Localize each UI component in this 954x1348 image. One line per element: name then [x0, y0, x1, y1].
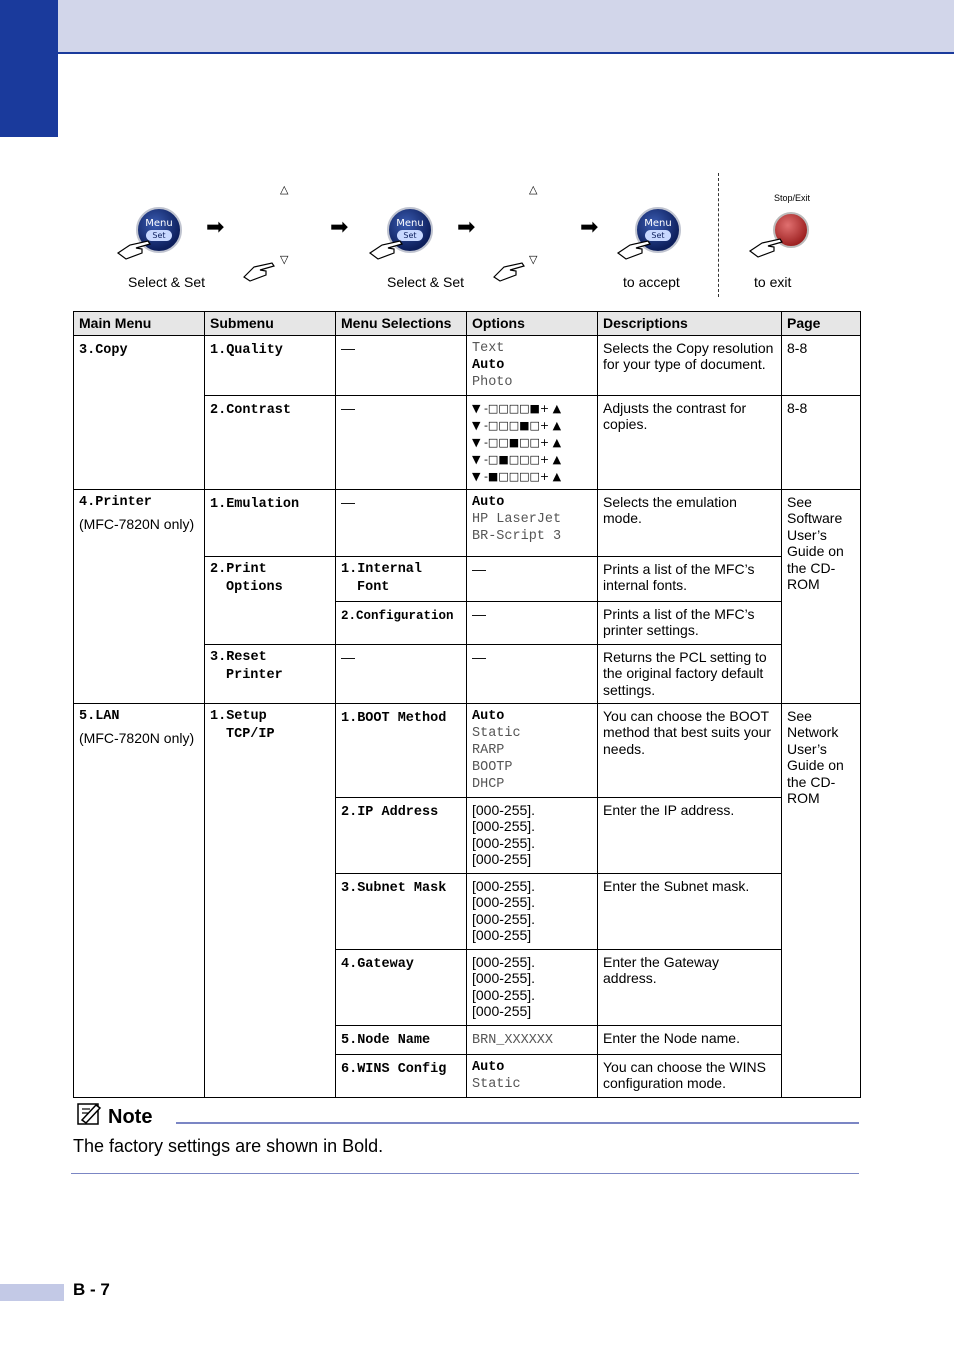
- down-triangle-icon: ▽: [280, 254, 289, 266]
- header-menu-selections: Menu Selections: [336, 312, 467, 336]
- table-row: [74, 335, 861, 395]
- up-triangle-icon: △: [280, 184, 289, 196]
- header-page: Page: [782, 312, 861, 336]
- main-menu-lan: 5.LAN (MFC-7820N only): [74, 703, 205, 1097]
- right-arrow-icon: ➡: [580, 214, 599, 239]
- selection-gateway: 4.Gateway: [336, 949, 467, 1025]
- submenu-quality: 1.Quality: [205, 335, 336, 395]
- options-cell: Auto Static RARP BOOTP DHCP: [467, 703, 598, 797]
- table-header-row: [74, 312, 861, 336]
- submenu-contrast: 2.Contrast: [205, 395, 336, 489]
- description-cell: Selects the emulation mode.: [598, 489, 782, 556]
- dashed-divider: [718, 173, 719, 297]
- description-cell: Prints a list of the MFC’s printer settings.: [598, 601, 782, 644]
- submenu-emulation: 1.Emulation: [205, 489, 336, 556]
- table-row: [74, 703, 861, 797]
- up-triangle-icon: △: [529, 184, 538, 196]
- note-text: The factory settings are shown in Bold.: [73, 1136, 384, 1156]
- header-band: [0, 0, 954, 54]
- options-cell: Auto HP LaserJet BR-Script 3: [467, 489, 598, 556]
- selection-wins-config: 6.WINS Config: [336, 1054, 467, 1097]
- page-cell: 8-8: [782, 395, 861, 489]
- right-arrow-icon: ➡: [206, 214, 225, 239]
- pointing-hand-icon: [116, 235, 156, 261]
- options-cell: —: [467, 556, 598, 601]
- pointing-hand-icon: [616, 235, 656, 261]
- selection-cell: —: [336, 644, 467, 703]
- header-submenu: Submenu: [205, 312, 336, 336]
- description-cell: Enter the IP address.: [598, 797, 782, 873]
- options-cell: [000-255]. [000-255]. [000-255]. [000-255]: [467, 797, 598, 873]
- note-divider: [176, 1122, 859, 1124]
- pointing-hand-icon: [242, 259, 278, 283]
- options-cell: Text Auto Photo: [467, 335, 598, 395]
- description-cell: Prints a list of the MFC’s internal fonts.: [598, 556, 782, 601]
- selection-configuration: 2.Configuration: [336, 601, 467, 644]
- selection-cell: —: [336, 489, 467, 556]
- description-cell: Enter the Subnet mask.: [598, 873, 782, 949]
- header-block: [0, 0, 58, 137]
- menu-set-button-1: Menu Set: [136, 207, 182, 253]
- page-number: B - 7: [73, 1280, 110, 1299]
- header-options: Options: [467, 312, 598, 336]
- description-cell: Returns the PCL setting to the original factory default settings.: [598, 644, 782, 703]
- description-cell: Enter the Node name.: [598, 1025, 782, 1054]
- note-pencil-icon: [76, 1101, 104, 1127]
- right-arrow-icon: ➡: [330, 214, 349, 239]
- selection-subnet-mask: 3.Subnet Mask: [336, 873, 467, 949]
- options-cell: ▼ -□□□□■+ ▲ ▼ -□□□■□+ ▲ ▼ -□□■□□+ ▲ ▼ -□■□□□+ ▲ ▼ -■□□□□+ ▲: [467, 395, 598, 489]
- options-cell: Auto Static: [467, 1054, 598, 1097]
- note-bottom-rule: [71, 1173, 859, 1174]
- selection-cell: —: [336, 395, 467, 489]
- description-cell: Adjusts the contrast for copies.: [598, 395, 782, 489]
- down-triangle-icon: ▽: [529, 254, 538, 266]
- header-main-menu: Main Menu: [74, 312, 205, 336]
- description-cell: Selects the Copy resolution for your type of document.: [598, 335, 782, 395]
- page-cell: See Software User’s Guide on the CD-ROM: [782, 489, 861, 703]
- header-descriptions: Descriptions: [598, 312, 782, 336]
- navigation-diagram: Menu Set Select & Set ➡ △ ▽ ➡ Menu Set Select & Set ➡ △ ▽ ➡ Menu Set to accept Stop/Exit to exit: [100, 165, 860, 300]
- main-menu-printer: 4.Printer (MFC-7820N only): [74, 489, 205, 703]
- right-arrow-icon: ➡: [457, 214, 476, 239]
- page-cell: 8-8: [782, 335, 861, 395]
- menu-table: [73, 311, 861, 1098]
- table-row: [74, 489, 861, 556]
- description-cell: You can choose the WINS configuration mode.: [598, 1054, 782, 1097]
- page-cell: See Network User’s Guide on the CD-ROM: [782, 703, 861, 1097]
- selection-internal-font: 1.Internal Font: [336, 556, 467, 601]
- selection-node-name: 5.Node Name: [336, 1025, 467, 1054]
- submenu-setup-tcpip: 1.Setup TCP/IP: [205, 703, 336, 1097]
- options-cell: —: [467, 644, 598, 703]
- pointing-hand-icon: [748, 233, 788, 259]
- options-cell: [000-255]. [000-255]. [000-255]. [000-255]: [467, 873, 598, 949]
- selection-ip-address: 2.IP Address: [336, 797, 467, 873]
- pointing-hand-icon: [368, 235, 408, 261]
- main-menu-copy: 3.Copy: [74, 335, 205, 489]
- submenu-print-options: 2.Print Options: [205, 556, 336, 644]
- selection-boot-method: 1.BOOT Method: [336, 703, 467, 797]
- menu-set-button-3: Menu Set: [635, 207, 681, 253]
- page-number-bar: [0, 1284, 64, 1301]
- options-cell: —: [467, 601, 598, 644]
- options-cell: BRN_XXXXXX: [467, 1025, 598, 1054]
- submenu-reset-printer: 3.Reset Printer: [205, 644, 336, 703]
- options-cell: [000-255]. [000-255]. [000-255]. [000-255]: [467, 949, 598, 1025]
- note-title: Note: [108, 1106, 153, 1128]
- pointing-hand-icon: [492, 259, 528, 283]
- description-cell: You can choose the BOOT method that best suits your needs.: [598, 703, 782, 797]
- description-cell: Enter the Gateway address.: [598, 949, 782, 1025]
- selection-cell: —: [336, 335, 467, 395]
- menu-set-button-2: Menu Set: [387, 207, 433, 253]
